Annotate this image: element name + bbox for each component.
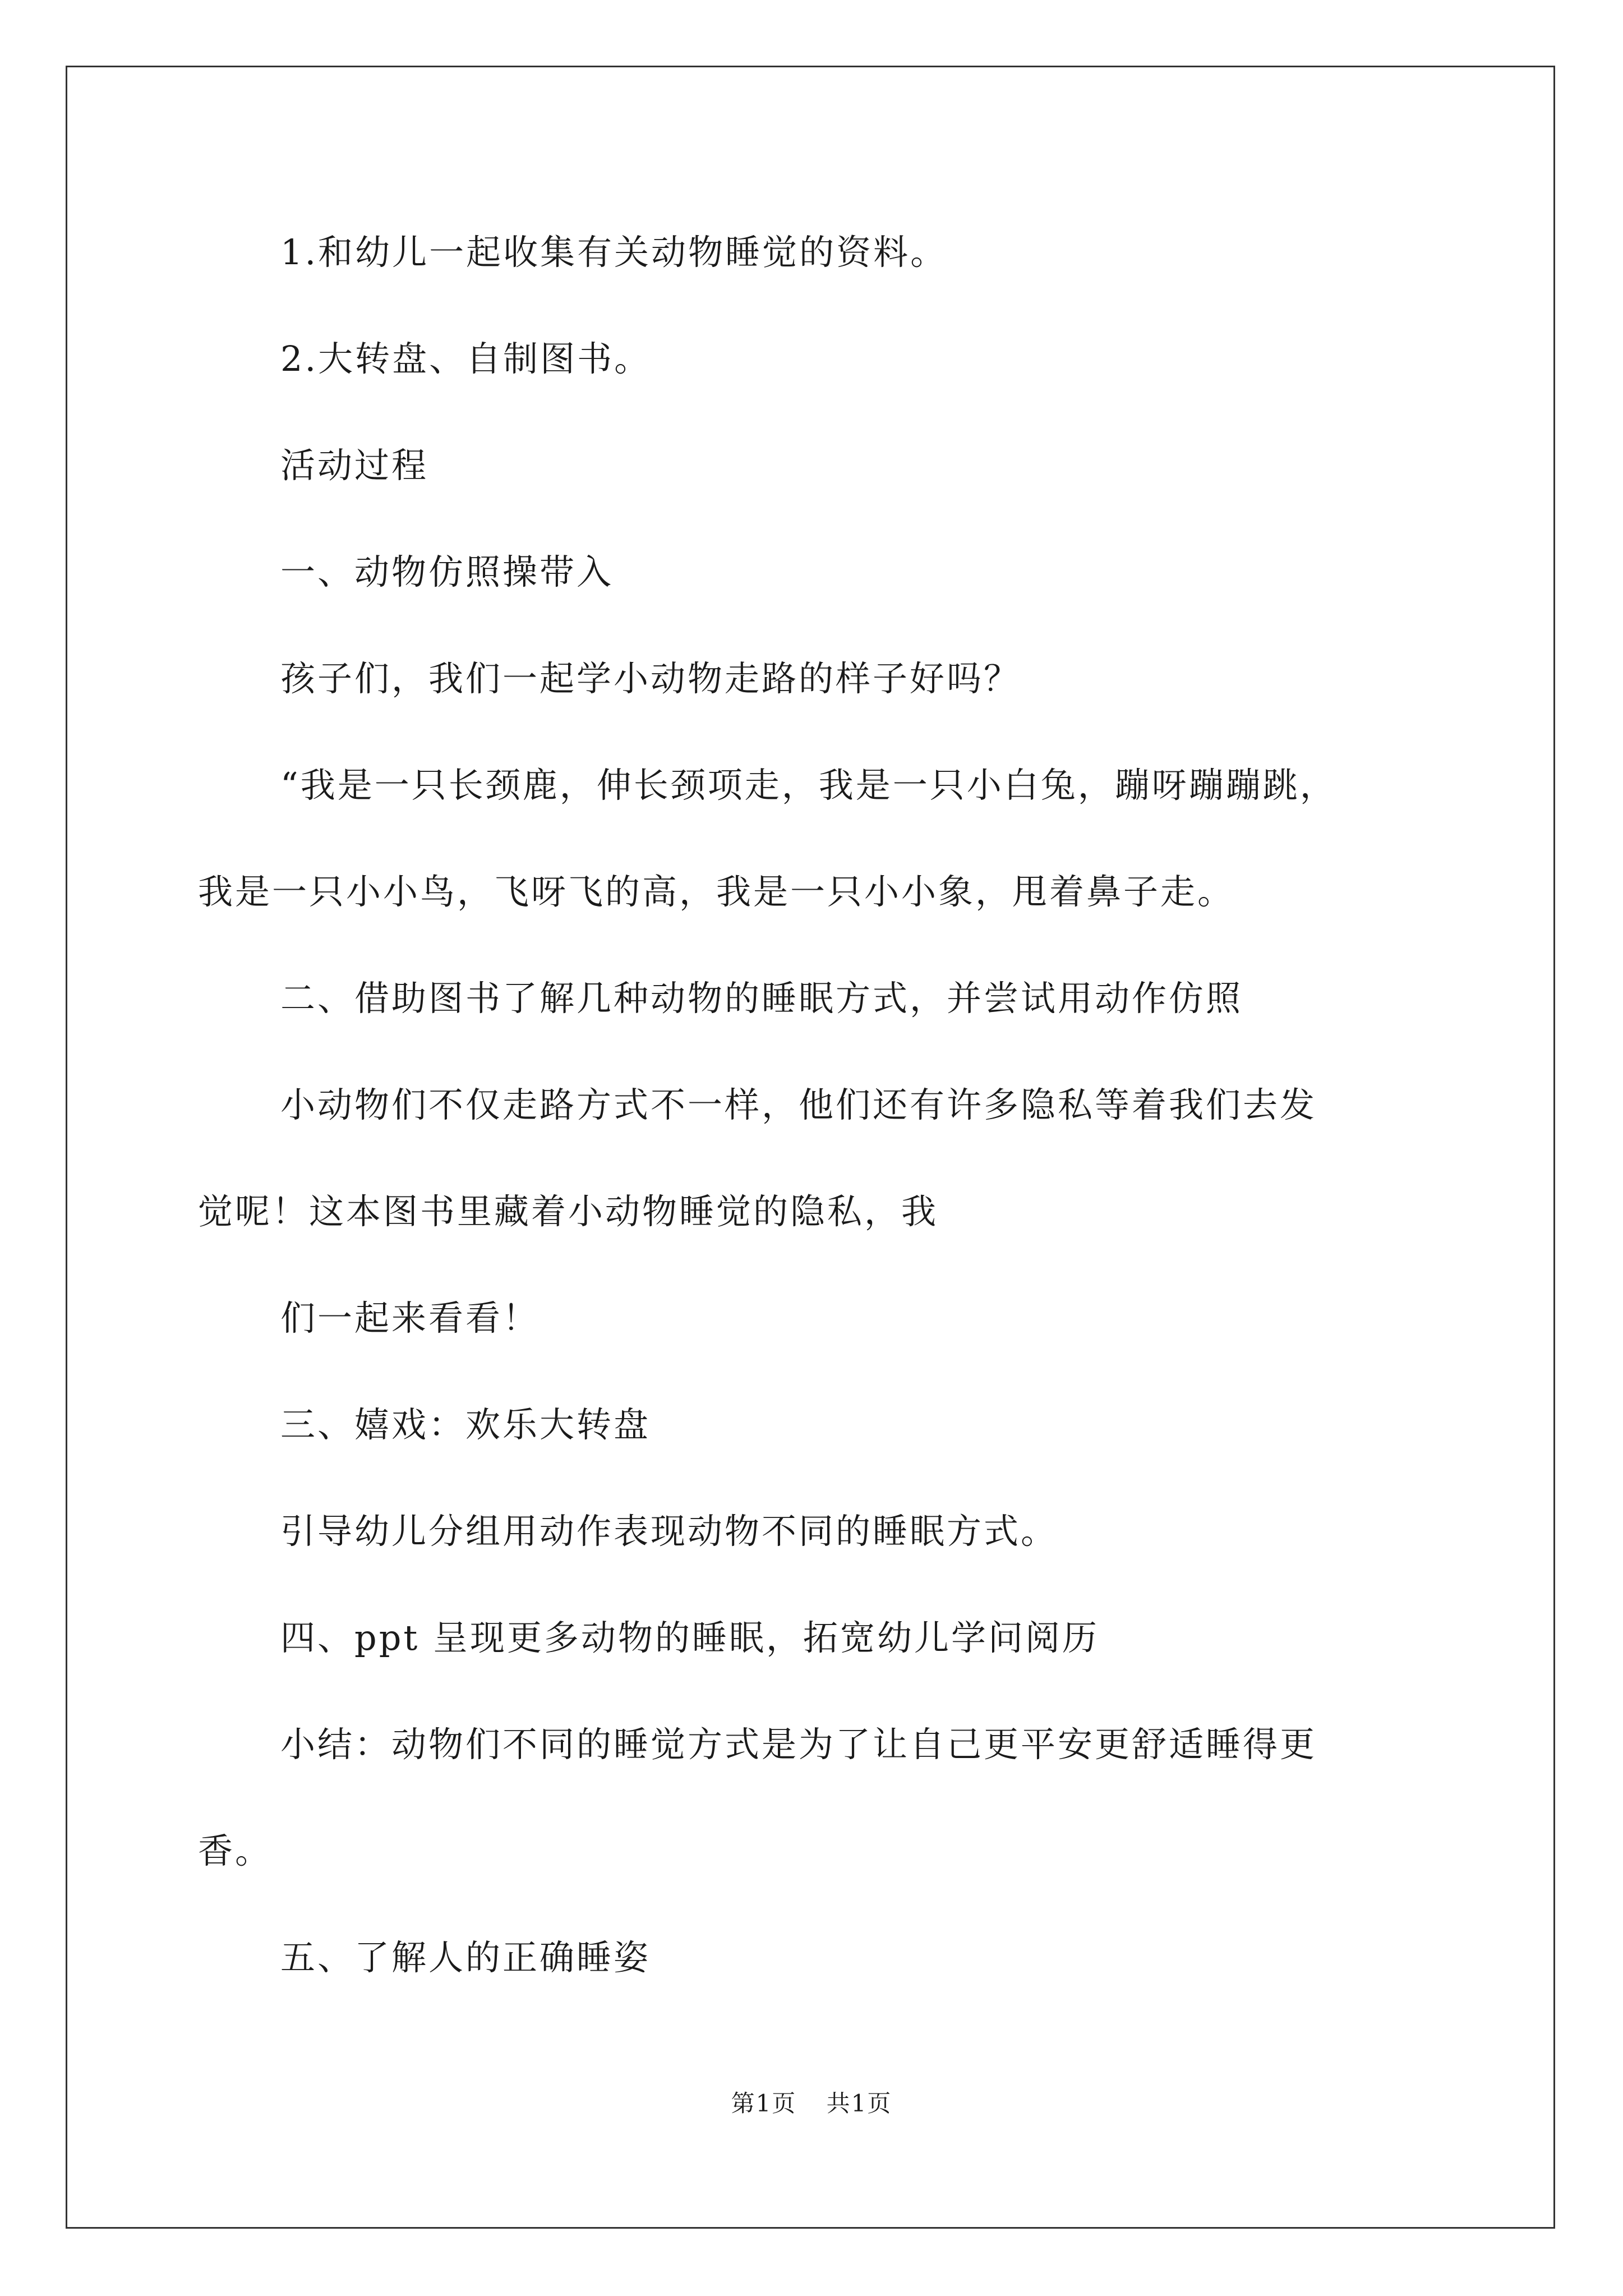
page-number-total: 共1页 bbox=[826, 2090, 892, 2117]
section-heading-process: 活动过程 bbox=[280, 445, 429, 486]
page-border bbox=[66, 66, 1555, 2229]
section-heading-1: 一、动物仿照操带入 bbox=[280, 551, 614, 592]
section-heading-5: 五、了解人的正确睡姿 bbox=[280, 1937, 651, 1978]
page-number-current: 第1页 bbox=[731, 2090, 797, 2117]
section-heading-4: 四、ppt 呈现更多动物的睡眠，拓宽幼儿学问阅历 bbox=[280, 1617, 1100, 1658]
paragraph-5-line-1: 小动物们不仅走路方式不一样，他们还有许多隐私等着我们去发 bbox=[280, 1084, 1317, 1125]
paragraph-4-line-1: “我是一只长颈鹿，伸长颈项走，我是一只小白兔，蹦呀蹦蹦跳， bbox=[280, 765, 1337, 806]
summary-line-2: 香。 bbox=[198, 1830, 273, 1871]
paragraph-5-line-2: 觉呢！这本图书里藏着小动物睡觉的隐私，我 bbox=[198, 1191, 939, 1232]
summary-line-1: 小结：动物们不同的睡觉方式是为了让自己更平安更舒适睡得更 bbox=[280, 1724, 1317, 1765]
section-heading-3: 三、嬉戏：欢乐大转盘 bbox=[280, 1404, 651, 1445]
paragraph-7: 引导幼儿分组用动作表现动物不同的睡眠方式。 bbox=[280, 1511, 1058, 1552]
page-footer bbox=[0, 2087, 1623, 2120]
paragraph-4-line-2: 我是一只小小鸟，飞呀飞的高，我是一只小小象，甩着鼻子走。 bbox=[198, 871, 1235, 912]
paragraph-3: 孩子们，我们一起学小动物走路的样子好吗？ bbox=[280, 658, 1021, 699]
paragraph-6: 们一起来看看！ bbox=[280, 1297, 540, 1338]
paragraph-1: 1.和幼儿一起收集有关动物睡觉的资料。 bbox=[280, 232, 948, 273]
section-heading-2: 二、借助图书了解几种动物的睡眠方式，并尝试用动作仿照 bbox=[280, 978, 1243, 1019]
paragraph-2: 2.大转盘、自制图书。 bbox=[280, 338, 652, 379]
